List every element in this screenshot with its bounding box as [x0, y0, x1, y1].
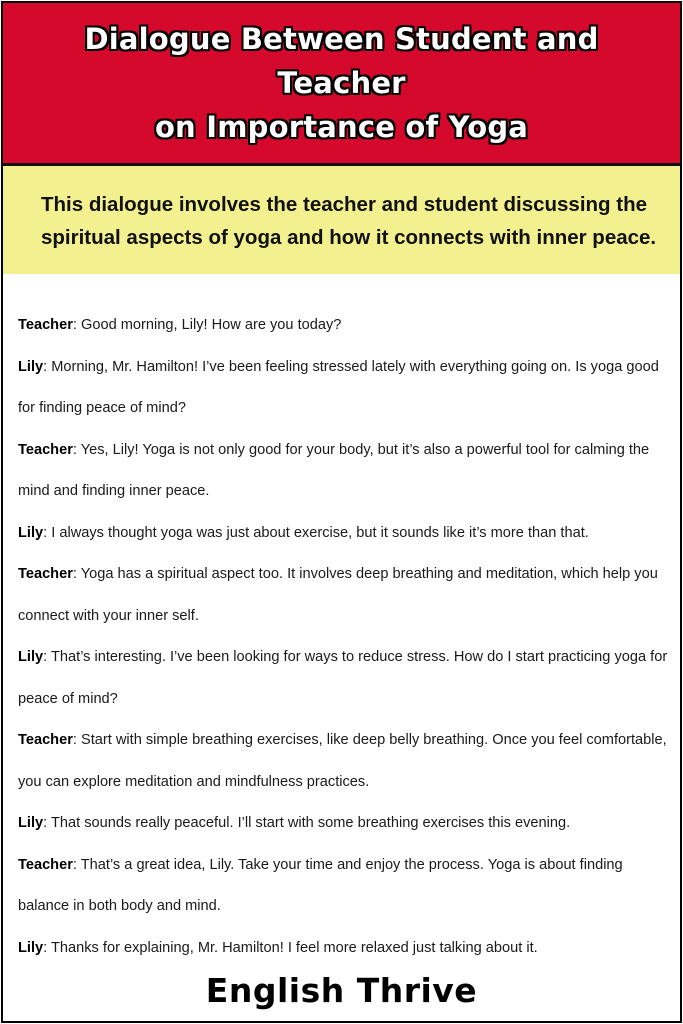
dialogue-line [18, 430, 673, 513]
summary-text: This dialogue involves the teacher and student discussing the spiritual aspects of yoga and how it connects with inner peace. [41, 193, 657, 249]
page-title-line-2: on Importance of Yoga [154, 110, 529, 144]
dialogue-line [18, 554, 673, 637]
document-frame [1, 1, 682, 1023]
speaker-name: Lily [18, 815, 44, 831]
dialogue-text: : I always thought yoga was just about exercise, but it sounds like it’s more than that. [43, 524, 589, 541]
speaker-name: Teacher [18, 732, 73, 748]
dialogue-line [18, 803, 673, 845]
page-title [3, 17, 680, 149]
speaker-name: Teacher [18, 566, 73, 582]
dialogue-text: : That’s a great idea, Lily. Take your time and enjoy the process. Yoga is about finding balance in both body and mind. [18, 856, 623, 914]
dialogue-line [18, 720, 673, 803]
dialogue-list [18, 305, 673, 969]
dialogue-line [18, 513, 673, 555]
dialogue-text: : That sounds really peaceful. I’ll start with some breathing exercises this evening. [43, 815, 571, 831]
dialogue-text: : Start with simple breathing exercises, like deep belly breathing. Once you feel comfortable, you can explore meditation and mindfulness practices. [18, 732, 667, 790]
dialogue-line [18, 928, 673, 970]
brand-footer: English Thrive [205, 971, 478, 1010]
speaker-name: Lily [18, 358, 44, 375]
dialogue-line [18, 845, 673, 928]
summary-banner [3, 166, 680, 274]
dialogue-line [18, 305, 673, 347]
speaker-name: Teacher [18, 856, 73, 873]
speaker-name: Teacher [18, 317, 73, 333]
speaker-name: Teacher [18, 441, 73, 458]
speaker-name: Lily [18, 939, 44, 956]
dialogue-text: : Morning, Mr. Hamilton! I’ve been feeling stressed lately with everything going on. Is yoga good for finding peace of mind? [18, 358, 659, 416]
page-title-line-1: Dialogue Between Student and Teacher [84, 22, 599, 100]
title-banner [3, 3, 680, 166]
dialogue-line [18, 637, 673, 720]
speaker-name: Lily [18, 649, 44, 665]
dialogue-text: : That’s interesting. I’ve been looking for ways to reduce stress. How do I start practicing yoga for peace of mind? [18, 649, 668, 707]
speaker-name: Lily [18, 524, 44, 541]
dialogue-text: : Yes, Lily! Yoga is not only good for your body, but it’s also a powerful tool for calming the mind and finding inner peace. [18, 441, 650, 499]
dialogue-text: : Thanks for explaining, Mr. Hamilton! I feel more relaxed just talking about it. [43, 939, 538, 956]
dialogue-text: : Good morning, Lily! How are you today? [72, 317, 342, 333]
dialogue-text: : Yoga has a spiritual aspect too. It involves deep breathing and meditation, which help you connect with your inner self. [18, 566, 658, 624]
dialogue-line [18, 347, 673, 430]
